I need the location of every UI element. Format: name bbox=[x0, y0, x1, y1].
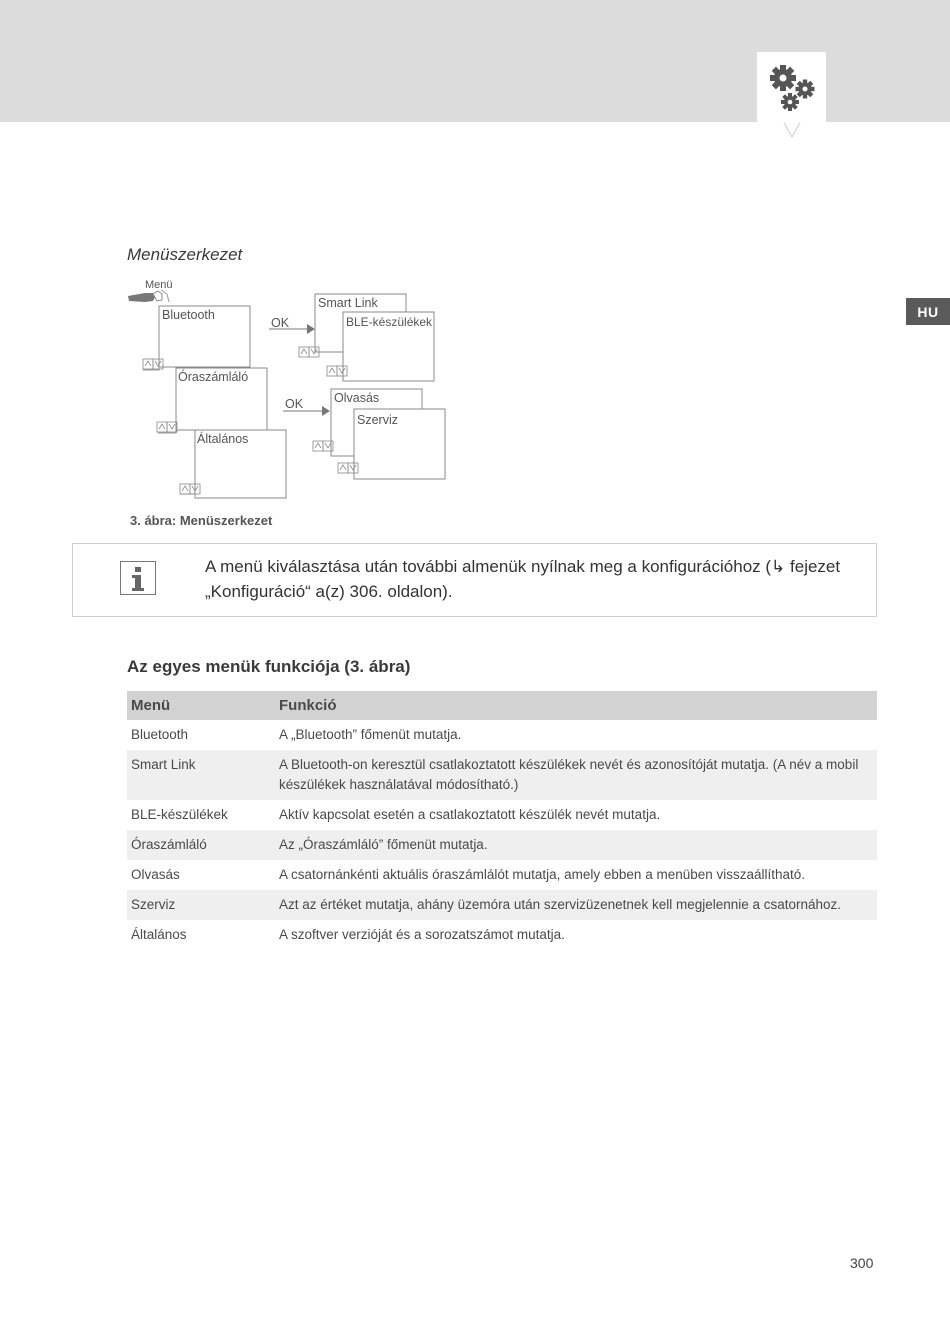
table-row bbox=[127, 920, 877, 950]
function-cell: A csatornánkénti aktuális óraszámlálót mutatja, amely ebben a menüben visszaállítható. bbox=[279, 867, 806, 882]
function-cell: Az „Óraszámláló” főmenüt mutatja. bbox=[275, 830, 877, 860]
section-heading: Az egyes menük funkciója (3. ábra) bbox=[127, 657, 411, 676]
info-box bbox=[72, 543, 877, 617]
function-cell: A szoftver verzióját és a sorozatszámot mutatja. bbox=[279, 927, 565, 942]
tab-pointer bbox=[783, 121, 801, 139]
menu-cell: Bluetooth bbox=[131, 727, 189, 742]
menu-cell: Óraszámláló bbox=[127, 830, 275, 860]
box-szerviz-label: Szerviz bbox=[357, 413, 398, 427]
menu-function-table bbox=[127, 691, 877, 950]
menu-cell: Olvasás bbox=[131, 867, 180, 882]
menu-structure-diagram bbox=[125, 272, 455, 507]
info-icon bbox=[120, 561, 156, 595]
menu-cell: Smart Link bbox=[127, 750, 275, 800]
function-cell: A Bluetooth-on keresztül csatlakoztatott készülékek nevét és azonosítóját mutatja. (A név a mobil készülékek használatával módosítható.) bbox=[275, 750, 877, 800]
diagram-title: Menüszerkezet bbox=[127, 245, 243, 264]
table-row bbox=[127, 750, 877, 800]
menu-cell: Szerviz bbox=[127, 890, 275, 920]
ok-label-2: OK bbox=[285, 397, 304, 411]
link-arrow-icon: ↳ bbox=[771, 557, 786, 576]
box-oraszamlalo-label: Óraszámláló bbox=[178, 370, 249, 384]
table-row bbox=[127, 890, 877, 920]
table-row bbox=[127, 830, 877, 860]
figure-caption: 3. ábra: Menüszerkezet bbox=[130, 513, 273, 528]
box-bluetooth-label: Bluetooth bbox=[162, 308, 215, 322]
box-olvasas-label: Olvasás bbox=[334, 391, 380, 405]
info-text-part2: fejezet „Konfiguráció“ a(z) 306. oldalon). bbox=[205, 557, 841, 601]
box-altalanos-label: Általános bbox=[197, 432, 249, 446]
table-row bbox=[127, 800, 877, 830]
table-row bbox=[127, 860, 877, 890]
function-cell: Aktív kapcsolat esetén a csatlakoztatott készülék nevét mutatja. bbox=[279, 807, 661, 822]
section-tab bbox=[757, 52, 826, 122]
column-header-menu: Menü bbox=[127, 691, 275, 720]
menu-cell: Általános bbox=[131, 927, 187, 942]
language-tab: HU bbox=[906, 298, 950, 325]
box-smart-link-label: Smart Link bbox=[318, 296, 378, 310]
box-ble-keszulekek-label: BLE-készülékek bbox=[346, 315, 433, 329]
table-header-row bbox=[127, 691, 877, 720]
column-header-function: Funkció bbox=[275, 691, 877, 720]
ok-label-1: OK bbox=[271, 316, 290, 330]
hand-pointer-icon bbox=[128, 291, 162, 302]
table-row bbox=[127, 720, 877, 750]
menu-cell: BLE-készülékek bbox=[131, 807, 228, 822]
info-text bbox=[205, 554, 865, 604]
info-text-part1: A menü kiválasztása után további almenük nyílnak meg a konfigurációhoz ( bbox=[205, 557, 772, 576]
function-cell: Azt az értéket mutatja, ahány üzemóra után szervizüzenetnek kell megjelennie a csatornához. bbox=[275, 890, 877, 920]
menu-label: Menü bbox=[145, 279, 173, 291]
gears-icon bbox=[757, 52, 826, 122]
function-cell: A „Bluetooth” főmenüt mutatja. bbox=[279, 727, 462, 742]
page-number: 300 bbox=[850, 1255, 874, 1271]
